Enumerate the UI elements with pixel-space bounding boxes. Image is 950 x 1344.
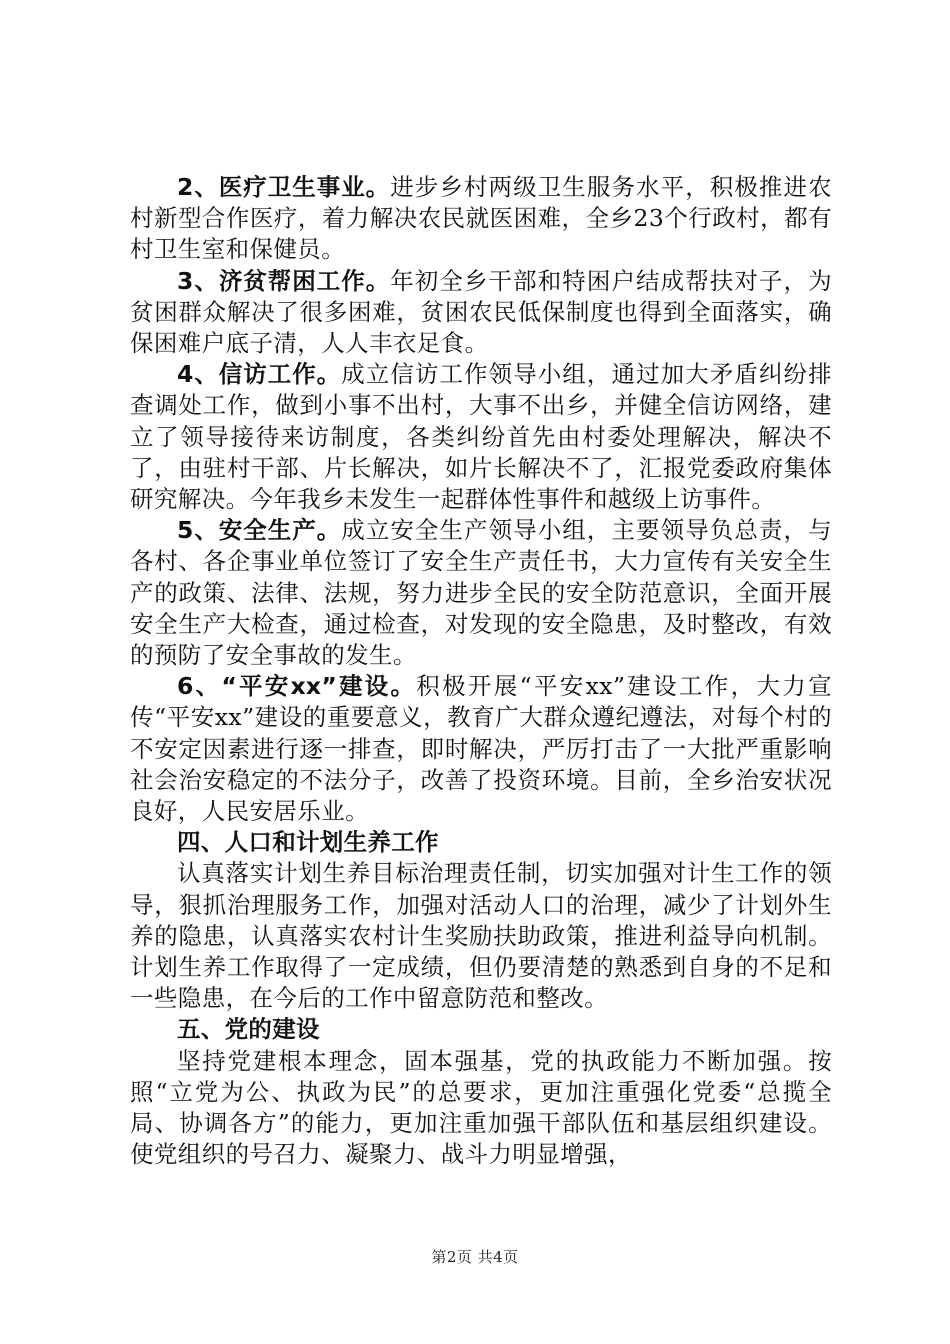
section-title-party: 五、党的建设 [177,1015,320,1044]
paragraph-heading: 3、济贫帮困工作。 [177,266,391,295]
paragraph-poverty-relief [130,266,832,360]
paragraph-body: 成立信访工作领导小组，通过加大矛盾纠纷排查调处工作，做到小事不出村，大事不出乡，并健全信访网络，建立了领导接待来访制度，各类纠纷首先由村委处理解决，解决不了，由驻村干部、片长解决，如片长解决不了，汇报党委政府集体研究解决。今年我乡未发生一起群体性事件和越级上访事件。 [130,360,833,514]
paragraph-body: 年初全乡干部和特困户结成帮扶对子，为贫困群众解决了很多困难，贫困农民低保制度也得到全面落实，确保困难户底子清，人人丰衣足食。 [130,266,832,358]
paragraph-body: 积极开展“平安xx”建设工作，大力宣传“平安xx”建设的重要意义，教育广大群众遵纪遵法，对每个村的不安定因素进行逐一排查，即时解决，严厉打击了一大批严重影响社会治安稳定的不法分子，改善了投资环境。目前，全乡治安状况良好，人民安居乐业。 [130,672,833,826]
section-body-population: 认真落实计划生养目标治理责任制，切实加强对计生工作的领导，狠抓治理服务工作，加强对活动人口的治理，减少了计划外生养的隐患，认真落实农村计生奖励扶助政策，推进利益导向机制。计划生养工作取得了一定成绩，但仍要清楚的熟悉到自身的不足和一些隐患，在今后的工作中留意防范和整改。 [130,859,832,1013]
paragraph-heading: 5、安全生产。 [177,516,342,545]
paragraph-body: 进步乡村两级卫生服务水平，积极推进农村新型合作医疗，着力解决农民就医困难，全乡23个行政村，都有村卫生室和保健员。 [130,173,832,264]
section-body-party: 坚持党建根本理念，固本强基，党的执政能力不断加强。按照“立党为公、执政为民”的总要求，更加注重强化党委“总揽全局、协调各方”的能力，更加注重加强干部队伍和基层组织建设。使党组织的号召力、凝聚力、战斗力明显增强， [130,1046,832,1169]
paragraph-heading: 6、“平安xx”建设。 [177,672,417,701]
paragraph-petitions [130,359,832,515]
paragraph-medical [130,172,832,266]
paragraph-heading: 4、信访工作。 [177,360,342,389]
paragraph-safety [130,515,832,671]
paragraph-heading: 2、医疗卫生事业。 [177,173,391,201]
section-title-population: 四、人口和计划生养工作 [177,828,439,857]
page-footer: 第2页 共4页 [431,1248,519,1266]
paragraph-body: 成立安全生产领导小组，主要领导负总责，与各村、各企事业单位签订了安全生产责任书，大力宣传有关安全生产的政策、法律、法规，努力进步全民的安全防范意识，全面开展安全生产大检查，通过检查，对发现的安全隐患，及时整改，有效的预防了安全事故的发生。 [130,516,833,670]
document-page [130,172,832,1171]
paragraph-peace-building [130,671,832,827]
